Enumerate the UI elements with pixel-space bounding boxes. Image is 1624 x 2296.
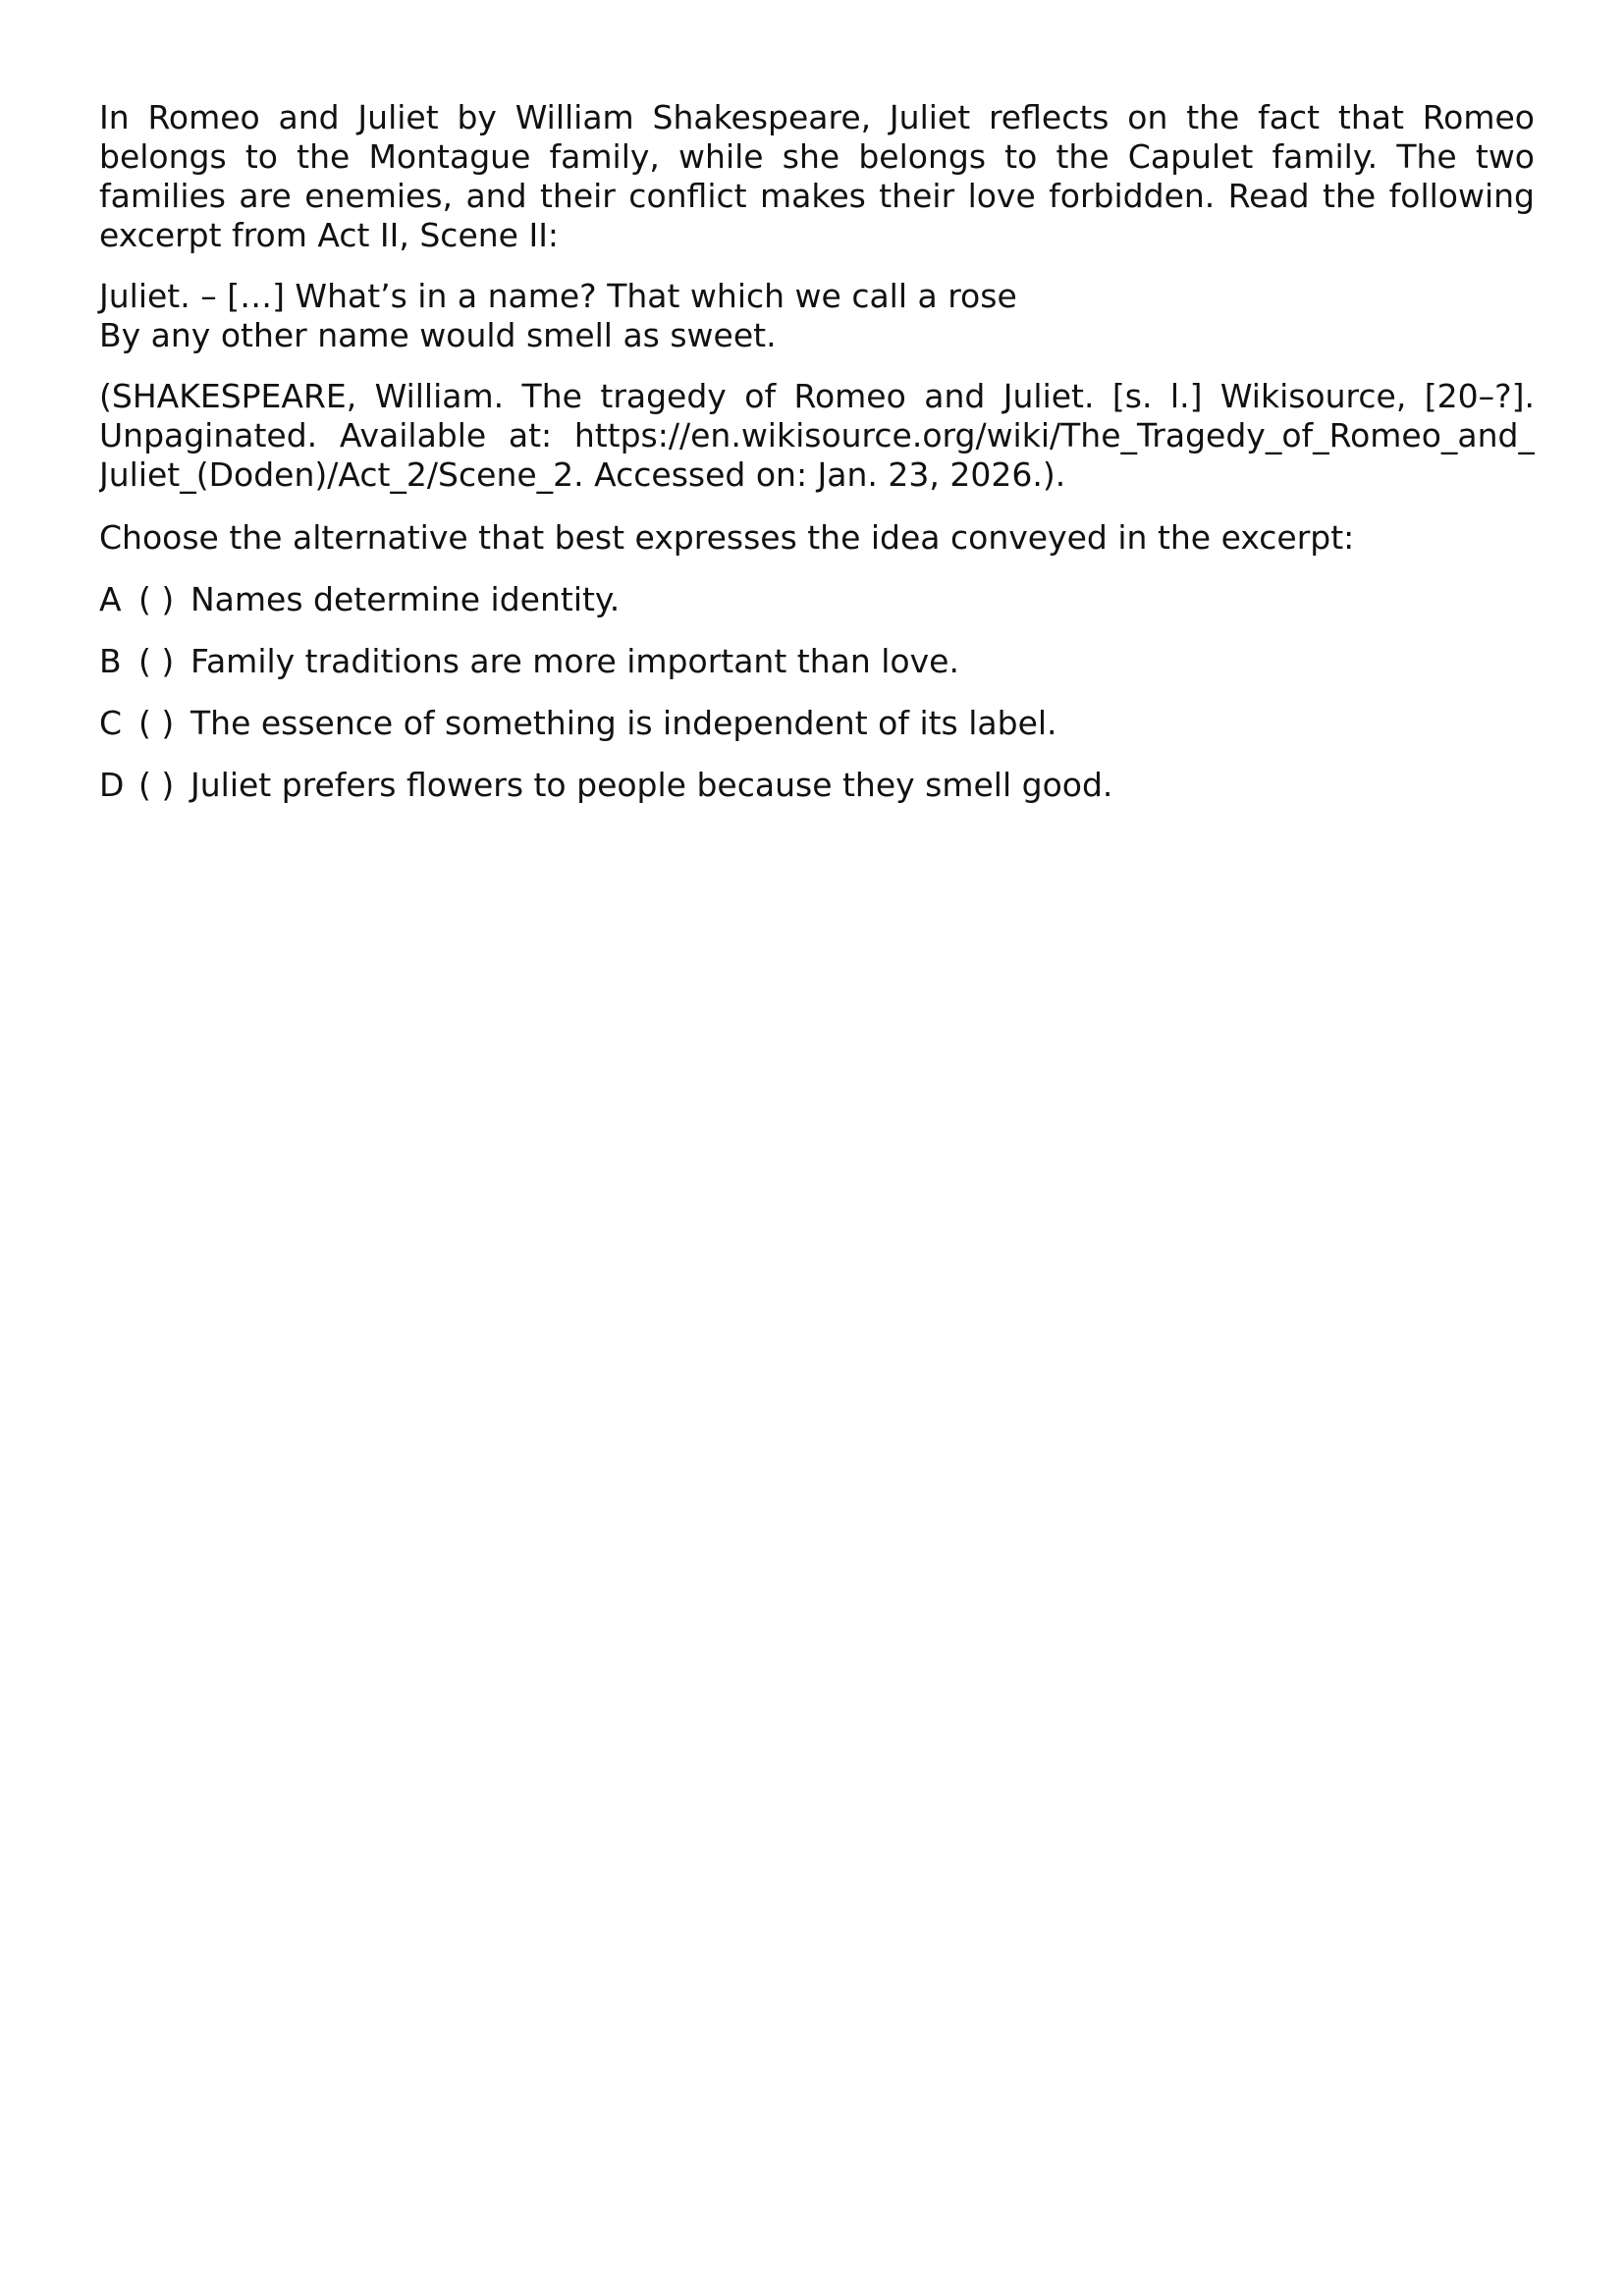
quote-line: Juliet. – […] What’s in a name? That which we call a rose bbox=[99, 277, 1017, 315]
quote-excerpt bbox=[99, 277, 1535, 355]
option-letter: D bbox=[99, 766, 125, 804]
option-letter: C bbox=[99, 704, 123, 742]
option-checkbox[interactable]: ( ) bbox=[138, 580, 175, 618]
option-text: Names determine identity. bbox=[190, 580, 621, 618]
option-text: Family traditions are more important than love. bbox=[190, 642, 959, 680]
option-text: The essence of something is independent of its label. bbox=[190, 704, 1057, 742]
option-c[interactable] bbox=[99, 704, 1535, 743]
intro-paragraph: In Romeo and Juliet by William Shakespeare, Juliet reflects on the fact that Romeo belongs to the Montague family, while she belongs to the Capulet family. The two families are enemies, and their conflict makes their love forbidden. Read the following excerpt from Act II, Scene II: bbox=[99, 98, 1535, 254]
option-b[interactable] bbox=[99, 642, 1535, 681]
citation-line: Juliet_(Doden)/Act_2/Scene_2. Accessed on: Jan. 23, 2026.). bbox=[99, 455, 1066, 494]
option-a[interactable] bbox=[99, 580, 1535, 619]
quote-line: By any other name would smell as sweet. bbox=[99, 316, 777, 354]
option-d[interactable] bbox=[99, 766, 1535, 805]
option-letter: B bbox=[99, 642, 122, 680]
question-page bbox=[99, 98, 1535, 828]
answer-options bbox=[99, 580, 1535, 805]
citation-line: Unpaginated. Available at: https://en.wikisource.org/wiki/The_Tragedy_of_Romeo_and_ bbox=[99, 416, 1535, 454]
citation-reference bbox=[99, 377, 1535, 495]
option-checkbox[interactable]: ( ) bbox=[138, 704, 175, 742]
option-checkbox[interactable]: ( ) bbox=[138, 766, 175, 804]
option-checkbox[interactable]: ( ) bbox=[138, 642, 175, 680]
citation-line: (SHAKESPEARE, William. The tragedy of Romeo and Juliet. [s. l.] Wikisource, [20–?]. bbox=[99, 377, 1535, 415]
option-text: Juliet prefers flowers to people because they smell good. bbox=[190, 766, 1113, 804]
question-prompt: Choose the alternative that best expresses the idea conveyed in the excerpt: bbox=[99, 518, 1355, 557]
option-letter: A bbox=[99, 580, 122, 618]
